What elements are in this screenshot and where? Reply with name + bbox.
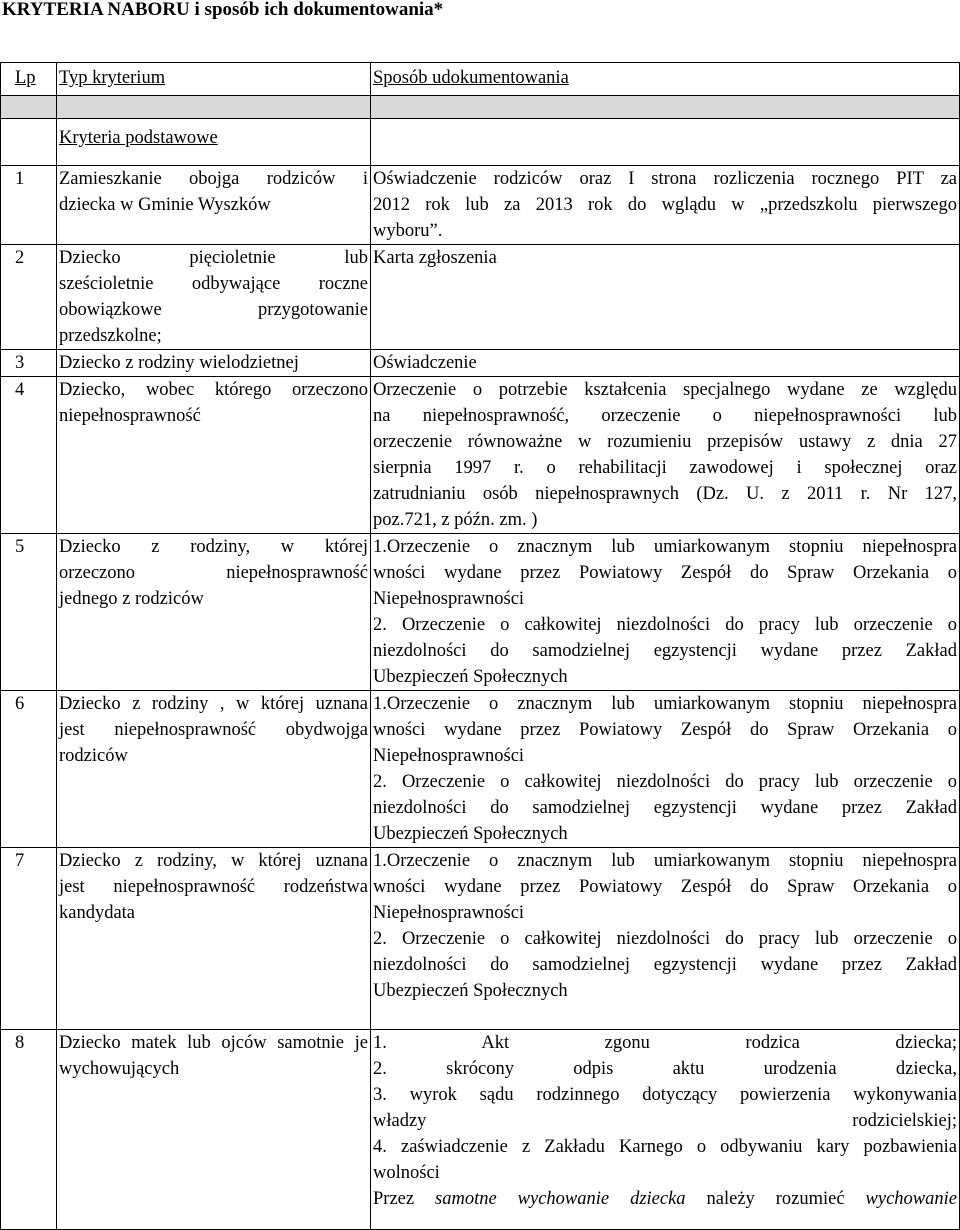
row-number: 8: [1, 1030, 57, 1230]
documentation-method-cell: [371, 350, 960, 377]
table-row: [1, 245, 960, 350]
text-line: niezdolności do samodzielnej egzystencji wydane przez Zakład: [373, 955, 957, 975]
text-line: jest niepełnosprawność rodzeństwa: [59, 877, 368, 897]
criterion-type-cell: [57, 377, 371, 534]
shaded-cell: [371, 96, 960, 119]
text-line: Karta zgłoszenia: [373, 248, 497, 268]
documentation-method-cell: [371, 166, 960, 245]
text-line: Dziecko pięcioletnie lub: [59, 248, 368, 268]
table-header-row: [1, 63, 960, 96]
header-method-label: Sposób udokumentowania: [373, 68, 569, 88]
documentation-method-cell: [371, 377, 960, 534]
text-line: Dziecko z rodziny wielodzietnej: [59, 353, 299, 373]
section-label: Kryteria podstawowe: [59, 128, 218, 148]
text-line: 4. zaświadczenie z Zakładu Karnego o odbywaniu kary pozbawienia: [373, 1137, 957, 1157]
text-line: wyboru”.: [373, 221, 443, 241]
text-line: 1. Akt zgonu rodzica dziecka;: [373, 1033, 957, 1053]
definition-term: samotne wychowanie dziecka: [435, 1189, 686, 1209]
text-line: Dziecko z rodziny, w której uznana: [59, 851, 368, 871]
table-row: [1, 691, 960, 848]
text-line: Oświadczenie rodziców oraz I strona rozliczenia rocznego PIT za: [373, 169, 957, 189]
documentation-method-cell: [371, 691, 960, 848]
header-lp-label: Lp: [15, 68, 36, 88]
shaded-separator-row: [1, 96, 960, 119]
text-line: sierpnia 1997 r. o rehabilitacji zawodowej i społecznej oraz: [373, 458, 957, 478]
text-line: na niepełnosprawność, orzeczenie o niepełnosprawności lub: [373, 406, 957, 426]
text-line: 1.Orzeczenie o znacznym lub umiarkowanym stopniu niepełnospra: [373, 851, 957, 871]
text-line: przedszkolne;: [59, 326, 162, 346]
table-row: [1, 534, 960, 691]
row-number: 1: [1, 166, 57, 245]
text-line: Dziecko, wobec którego orzeczono: [59, 380, 368, 400]
header-method: [371, 63, 960, 96]
row-number: 5: [1, 534, 57, 691]
section-empty-cell: [1, 119, 57, 166]
text-line: dziecka w Gminie Wyszków: [59, 195, 271, 215]
row-number: 3: [1, 350, 57, 377]
shaded-cell: [57, 96, 371, 119]
section-empty-cell: [371, 119, 960, 166]
table-row: [1, 166, 960, 245]
text-line: orzeczono niepełnosprawność: [59, 563, 368, 583]
text-line: Niepełnosprawności: [373, 746, 525, 766]
table-row: [1, 350, 960, 377]
header-lp: [1, 63, 57, 96]
text-line: Ubezpieczeń Społecznych: [373, 824, 568, 844]
text-line: 3. wyrok sądu rodzinnego dotyczący powierzenia wykonywania: [373, 1085, 957, 1105]
table-row: [1, 1030, 960, 1230]
criterion-type-cell: [57, 1030, 371, 1230]
text-line: Ubezpieczeń Społecznych: [373, 667, 568, 687]
criterion-type-cell: [57, 350, 371, 377]
text-line: wychowujących: [59, 1059, 180, 1079]
text-line: kandydata: [59, 903, 136, 923]
documentation-method-cell: [371, 848, 960, 1030]
documentation-method-cell: [371, 534, 960, 691]
documentation-method-cell: [371, 1030, 960, 1230]
text-line: 1.Orzeczenie o znacznym lub umiarkowanym stopniu niepełnospra: [373, 537, 957, 557]
shaded-cell: [1, 96, 57, 119]
criterion-type-cell: [57, 848, 371, 1030]
text-line: Niepełnosprawności: [373, 589, 525, 609]
definition-text: należy rozumieć: [685, 1189, 866, 1209]
text-line: jednego z rodziców: [59, 589, 204, 609]
text-line: wności wydane przez Powiatowy Zespół do Spraw Orzekania o: [373, 877, 957, 897]
text-line: Ubezpieczeń Społecznych: [373, 981, 568, 1001]
text-line: wności wydane przez Powiatowy Zespół do Spraw Orzekania o: [373, 563, 957, 583]
criterion-type-cell: [57, 534, 371, 691]
row-number: 2: [1, 245, 57, 350]
text-line: 2. Orzeczenie o całkowitej niezdolności do pracy lub orzeczenie o: [373, 615, 957, 635]
text-line: 2012 rok lub za 2013 rok do wglądu w „przedszkolu pierwszego: [373, 195, 957, 215]
definition-text: Przez: [373, 1189, 436, 1209]
page-title: KRYTERIA NABORU i sposób ich dokumentowania*: [2, 0, 444, 20]
text-line: Zamieszkanie obojga rodziców i: [59, 169, 368, 189]
row-number: 6: [1, 691, 57, 848]
text-line: 2. Orzeczenie o całkowitej niezdolności do pracy lub orzeczenie o: [373, 929, 957, 949]
criterion-type-cell: [57, 691, 371, 848]
section-row: [1, 119, 960, 166]
section-title: [57, 119, 371, 166]
text-line: wolności: [373, 1163, 440, 1183]
definition-line: [373, 1186, 957, 1212]
criterion-type-cell: [57, 166, 371, 245]
criteria-table: [0, 62, 960, 1230]
text-line: Dziecko z rodziny , w której uznana: [59, 694, 368, 714]
table-row: [1, 848, 960, 1030]
text-line: sześcioletnie odbywające roczne: [59, 274, 368, 294]
text-line: jest niepełnosprawność obydwojga: [59, 720, 368, 740]
definition-term: wychowanie: [865, 1189, 957, 1209]
text-line: Orzeczenie o potrzebie kształcenia specjalnego wydane ze względu: [373, 380, 957, 400]
text-line: Dziecko z rodziny, w której: [59, 537, 368, 557]
text-line: niezdolności do samodzielnej egzystencji wydane przez Zakład: [373, 798, 957, 818]
documentation-method-cell: [371, 245, 960, 350]
text-line: poz.721, z późn. zm. ): [373, 510, 538, 530]
text-line: 2. Orzeczenie o całkowitej niezdolności do pracy lub orzeczenie o: [373, 772, 957, 792]
header-type: [57, 63, 371, 96]
text-line: orzeczenie równoważne w rozumieniu przepisów ustawy z dnia 27: [373, 432, 957, 452]
text-line: Oświadczenie: [373, 353, 477, 373]
text-line: obowiązkowe przygotowanie: [59, 300, 368, 320]
text-line: rodziców: [59, 746, 128, 766]
criterion-type-cell: [57, 245, 371, 350]
text-line: Dziecko matek lub ojców samotnie je: [59, 1033, 368, 1053]
text-line: władzy rodzicielskiej;: [373, 1111, 957, 1131]
text-line: wności wydane przez Powiatowy Zespół do Spraw Orzekania o: [373, 720, 957, 740]
text-line: 1.Orzeczenie o znacznym lub umiarkowanym stopniu niepełnospra: [373, 694, 957, 714]
row-number: 7: [1, 848, 57, 1030]
text-line: niepełnosprawność: [59, 406, 201, 426]
header-type-label: Typ kryterium: [59, 68, 166, 88]
text-line: 2. skrócony odpis aktu urodzenia dziecka,: [373, 1059, 957, 1079]
text-line: zatrudnianiu osób niepełnosprawnych (Dz. U. z 2011 r. Nr 127,: [373, 484, 957, 504]
row-number: 4: [1, 377, 57, 534]
table-row: [1, 377, 960, 534]
text-line: Niepełnosprawności: [373, 903, 525, 923]
text-line: niezdolności do samodzielnej egzystencji wydane przez Zakład: [373, 641, 957, 661]
